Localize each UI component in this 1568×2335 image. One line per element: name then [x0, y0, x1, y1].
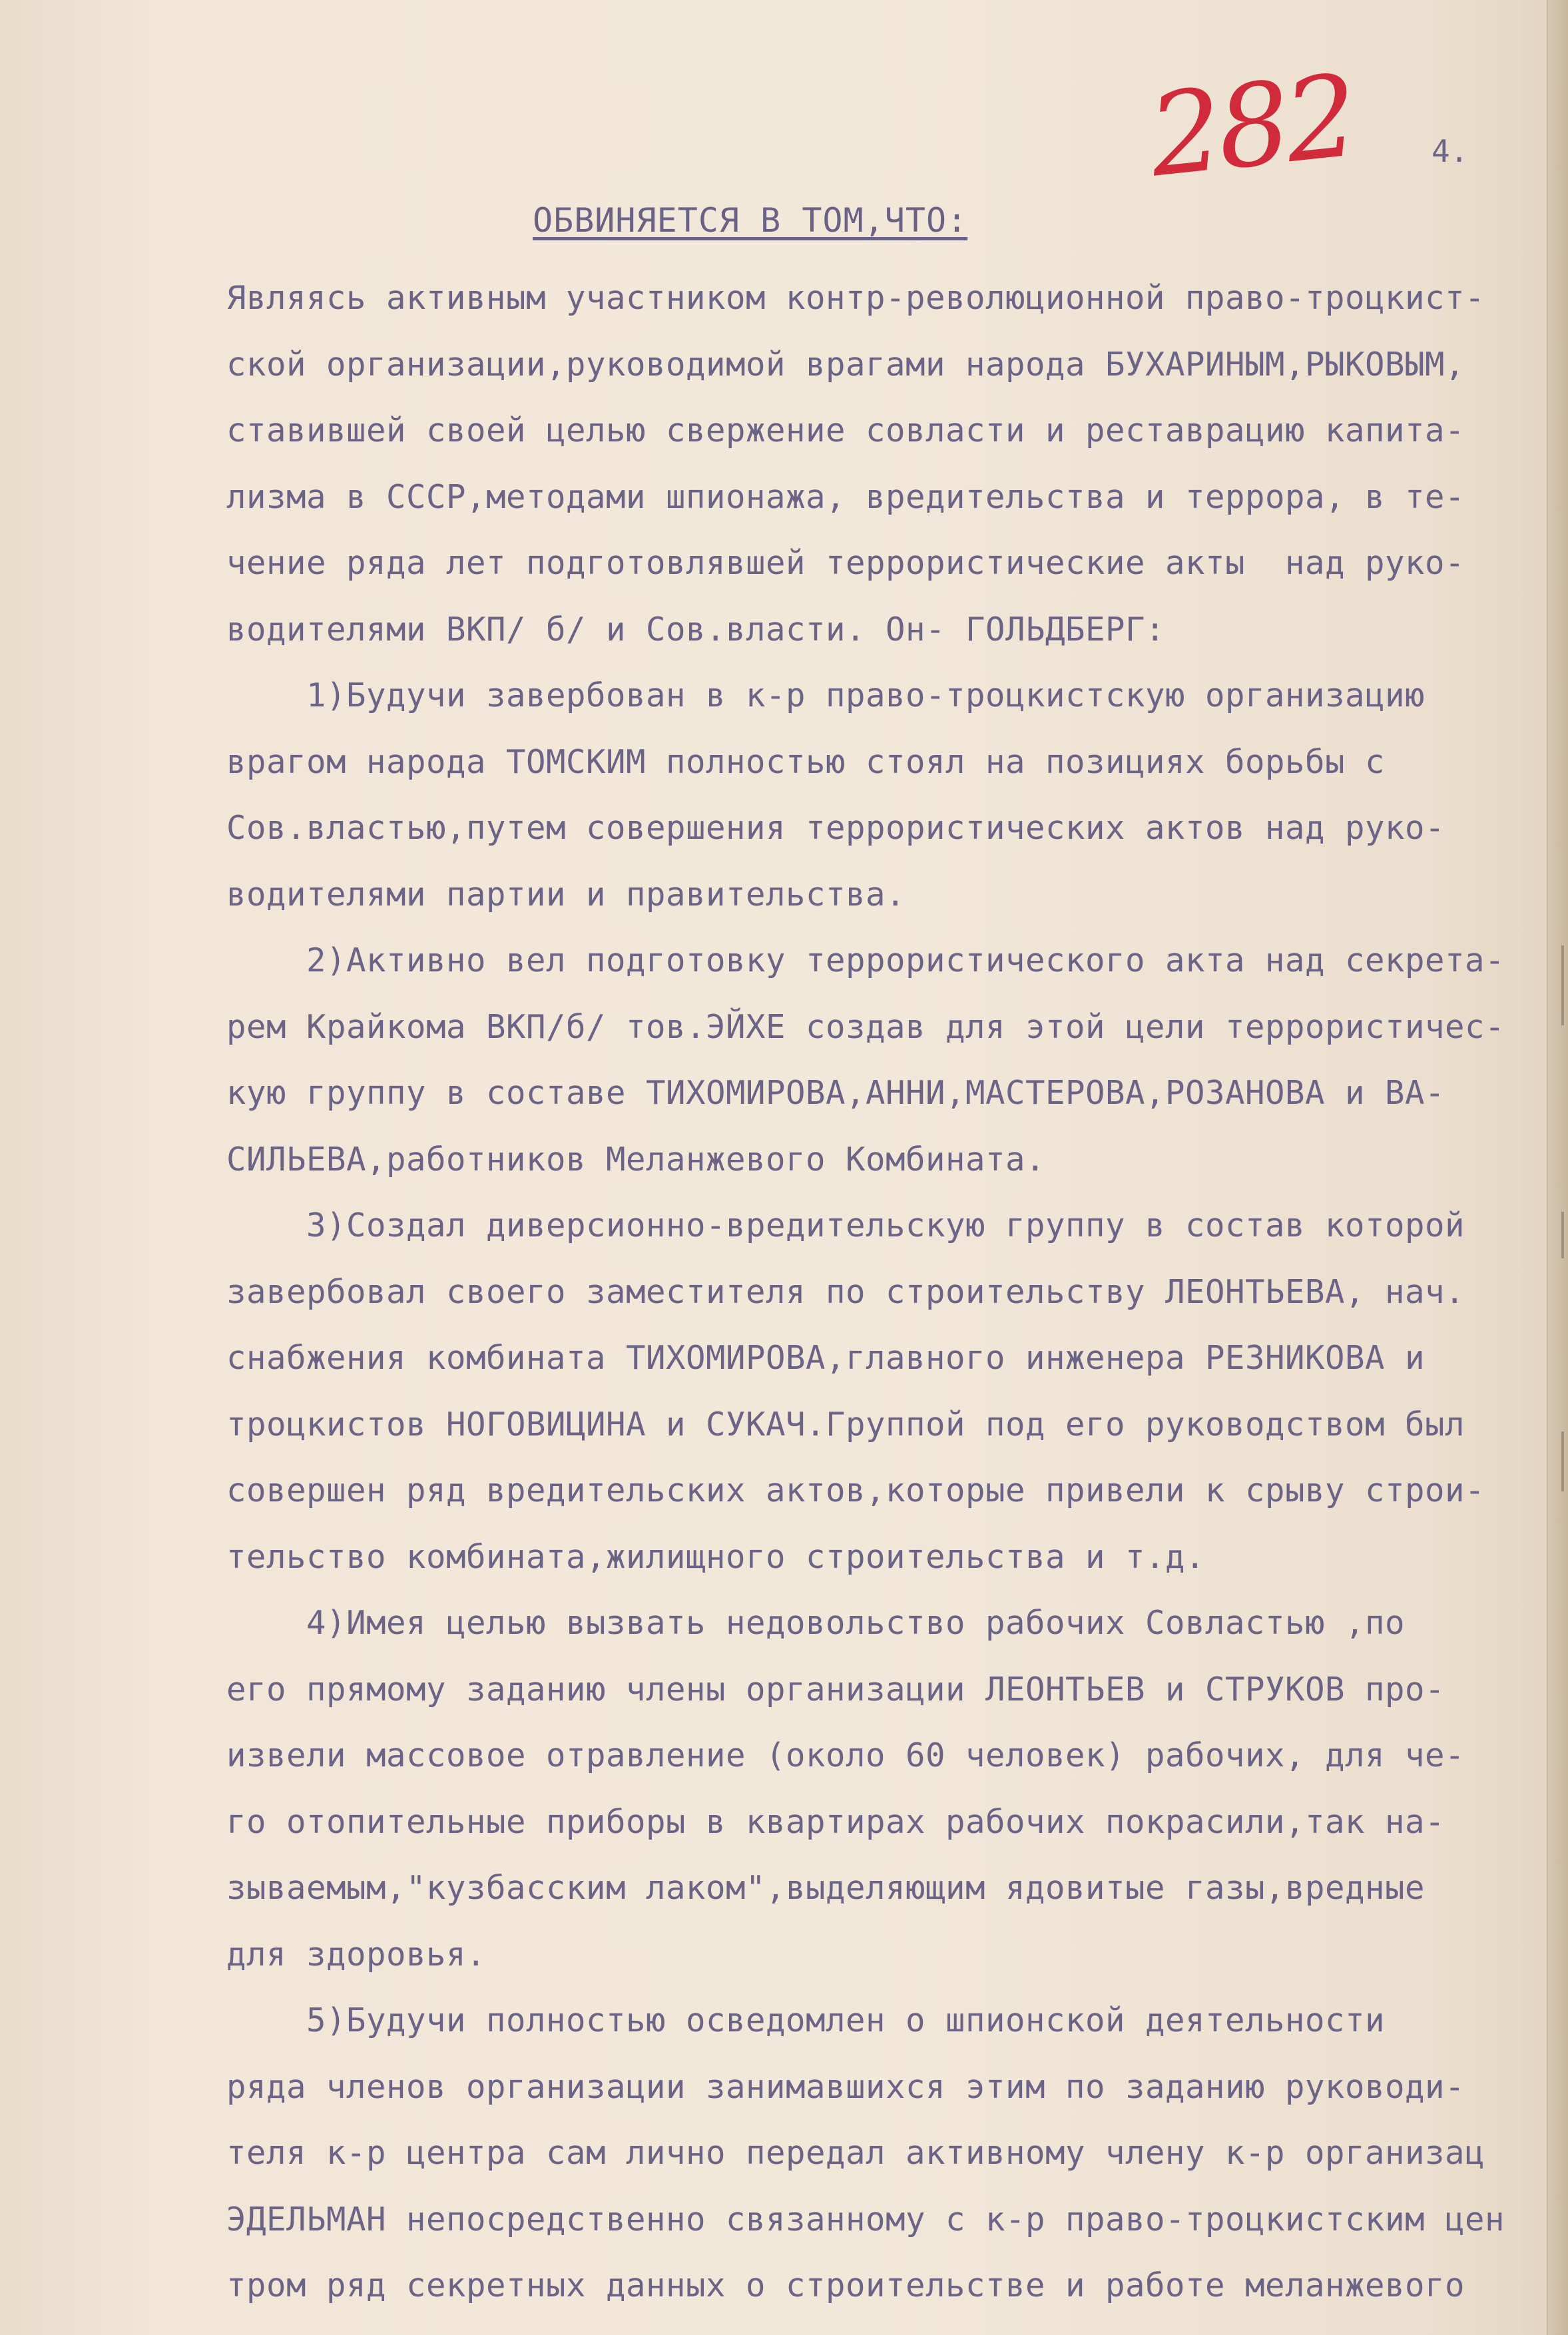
text-line: для здоровья. — [226, 1935, 487, 1973]
text-line: теля к-р центра сам лично передал активному члену к-р организац — [226, 2134, 1485, 2172]
text-line: 1)Будучи завербован в к-р право-троцкистскую организацию — [226, 676, 1426, 714]
text-line: Являясь активным участником контр-революционной право-троцкист- — [226, 279, 1485, 317]
text-line: ской организации,руководимой врагами народа БУХАРИНЫМ,РЫКОВЫМ, — [226, 345, 1465, 384]
text-line: его прямому заданию члены организации ЛЕОНТЬЕВ и СТРУКОВ про- — [226, 1670, 1445, 1708]
text-line: совершен ряд вредительских актов,которые привели к срыву строи- — [226, 1471, 1485, 1509]
text-line: 5)Будучи полностью осведомлен о шпионской деятельности — [226, 2001, 1386, 2039]
text-line: 3)Создал диверсионно-вредительскую группу в состав которой — [226, 1206, 1465, 1244]
handwritten-archive-number: 282 — [1143, 50, 1360, 203]
text-line: кую группу в составе ТИХОМИРОВА,АННИ,МАСТЕРОВА,РОЗАНОВА и ВА- — [226, 1074, 1445, 1112]
text-line: троцкистов НОГОВИЦИНА и СУКАЧ.Группой под его руководством был — [226, 1405, 1465, 1443]
text-line: Сов.властью,путем совершения террористических актов над руко- — [226, 809, 1445, 847]
text-line: ставившей своей целью свержение совласти и реставрацию капита- — [226, 411, 1465, 449]
text-line: тром ряд секретных данных о строительстве и работе меланжевого — [226, 2266, 1465, 2304]
text-line: го отопительные приборы в квартирах рабочих покрасили,так на- — [226, 1802, 1445, 1841]
text-line: рем Крайкома ВКП/б/ тов.ЭЙХЕ создав для этой цели террористичес- — [226, 1007, 1505, 1046]
text-line: завербовал своего заместителя по строительству ЛЕОНТЬЕВА, нач. — [226, 1272, 1465, 1311]
text-line: лизма в СССР,методами шпионажа, вредительства и террора, в те- — [226, 477, 1465, 516]
text-line: водителями партии и правительства. — [226, 875, 906, 913]
text-line: СИЛЬЕВА,работников Меланжевого Комбината. — [226, 1140, 1046, 1178]
text-line: зываемым,"кузбасским лаком",выделяющим ядовитые газы,вредные — [226, 1869, 1426, 1907]
document-heading: ОБВИНЯЕТСЯ В ТОМ,ЧТО: — [533, 201, 968, 240]
text-line: 4)Имея целью вызвать недовольство рабочих Совластью ,по — [226, 1604, 1406, 1642]
text-line: 2)Активно вел подготовку террористического акта над секрета- — [226, 941, 1505, 979]
document-body — [226, 265, 1551, 2319]
text-line: врагом народа ТОМСКИМ полностью стоял на позициях борьбы с — [226, 742, 1386, 781]
text-line: водителями ВКП/ б/ и Сов.власти. Он- ГОЛЬДБЕРГ: — [226, 610, 1166, 649]
text-line: извели массовое отравление (около 60 человек) рабочих, для че- — [226, 1736, 1465, 1774]
text-line: чение ряда лет подготовлявшей террористические акты над руко- — [226, 544, 1465, 582]
edge-mark — [1561, 945, 1564, 1025]
text-line: снабжения комбината ТИХОМИРОВА,главного инженера РЕЗНИКОВА и — [226, 1339, 1426, 1377]
text-line: ЭДЕЛЬМАН непосредственно связанному с к-р право-троцкистским цен — [226, 2200, 1505, 2238]
text-line: ряда членов организации занимавшихся этим по заданию руководи- — [226, 2067, 1465, 2106]
edge-mark — [1561, 1212, 1564, 1258]
edge-mark — [1561, 1431, 1564, 1491]
page-number: 4. — [1432, 133, 1469, 169]
text-line: тельство комбината,жилищного строительства и т.д. — [226, 1537, 1206, 1576]
